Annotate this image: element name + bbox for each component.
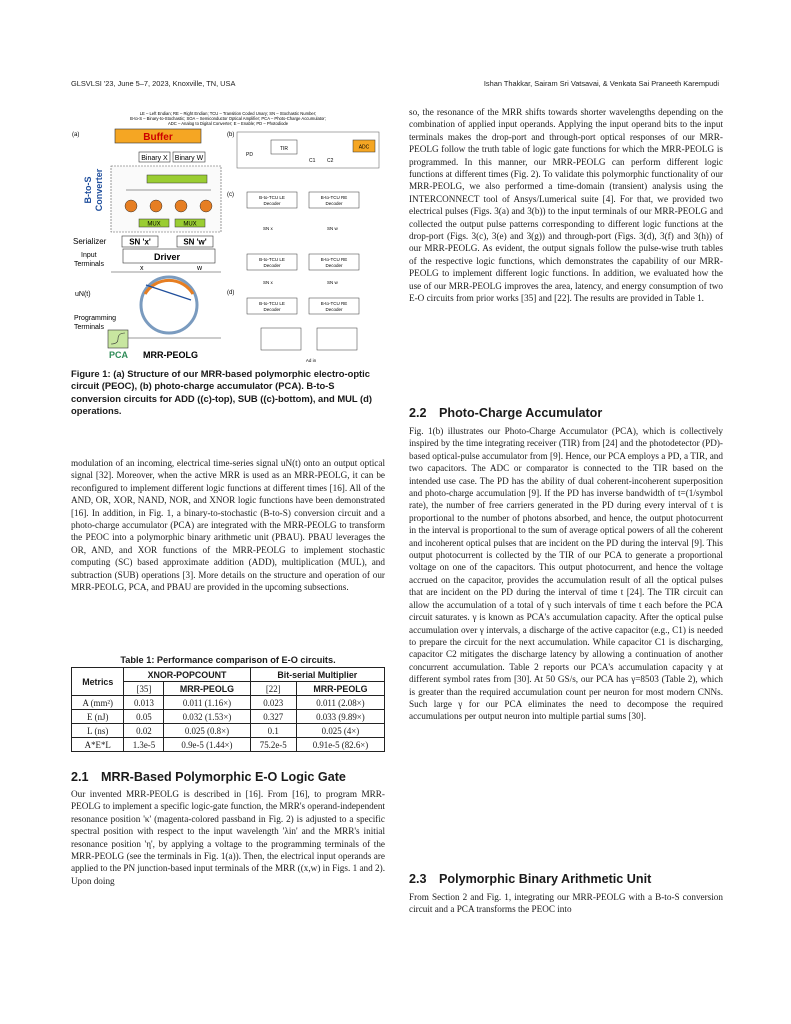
mux-right-label: MUX [183,221,197,228]
table-1 [71,667,385,752]
input-label: Input [81,252,97,259]
section-2-3-title: Polymorphic Binary Arithmetic Unit [439,872,652,886]
decoder-d1-label1: B-to-TCU LE [259,301,285,306]
c-bottom-sn-w: SN w [327,280,338,285]
table-row [72,696,385,710]
serializer-label: Serializer [73,237,107,246]
fig-label-c: (c) [227,192,234,198]
un-t-label: uN(t) [75,291,91,298]
c-bottom-sn-x: SN x [263,280,273,285]
section-2-3 [409,872,723,916]
section-2-3-heading [409,872,723,886]
comparator-3 [175,200,187,212]
buffer-label: Buffer [143,132,173,143]
table-cell: 0.02 [124,724,164,738]
sn-x-label: SN 'x' [129,237,151,247]
left-column [71,368,385,418]
table-cell-metric: L (ns) [72,724,124,738]
mrr-heater-line [146,285,191,300]
decoder-c3-label2: Decoder [263,263,281,268]
figure-1-caption: Figure 1: (a) Structure of our MRR-based polymorphic electro-optic circuit (PEOC), (b) photo-charge accumulator (PCA). B-to-S conversion circuits for ADD ((c)-top), SUB ((c)-bottom), and MUL (d) operations. [71,368,373,417]
c2-label: C2 [327,158,334,164]
mrr-peolg-label: MRR-PEOLG [143,350,198,360]
binary-w-label: Binary W [174,155,204,162]
fig-label-a: (a) [72,132,80,138]
section-2-1-number: 2.1 [71,770,89,784]
section-2-1-title: MRR-Based Polymorphic E-O Logic Gate [101,770,346,784]
comparator-1 [125,200,137,212]
decoder-c4-label1: B-to-TCU RE [320,257,348,262]
table-cell: 0.011 (1.16×) [164,696,250,710]
table-cell: 0.011 (2.08×) [296,696,384,710]
decoder-d1-label2: Decoder [263,307,281,312]
section-2-3-text: From Section 2 and Fig. 1, integrating our MRR-PEOLG with a B-to-S conversion circuit and a PCA transforms the PEOC into [409,892,723,915]
table-cell: 75.2e-5 [250,738,296,752]
table-cell: 0.032 (1.53×) [164,710,250,724]
input-terminal-x: x [140,265,144,272]
left-column-body [71,457,385,593]
table-subheader: [22] [250,682,296,696]
table-1-caption: Table 1: Performance comparison of E-O circuits. [120,655,336,665]
decoder-c2-label2: Decoder [325,201,343,206]
table-cell-metric: A (mm²) [72,696,124,710]
section-2-2-text: Fig. 1(b) illustrates our Photo-Charge Accumulator (PCA), which is collectively inspired by the time integrating receiver (TIR) from [24] and the photodetector (PD)-based optical-pulse accumulator from [9]. Hence, our PCA employs a PD, a TIR, and two capacitors. The ADC or comparator is connected to the TIR based on the intended use case. The PD has the ability of dual coherent-incoherent superposition and photo-charge accumulation [9]. If the PD has inverse bandwidth of t=(1/symbol rate), the number of free carriers generated in the PD during every interval of t is proportional to the number of photons absorbed, and hence, the output photocurrent in the interval is proportional to the sum of average optical powers of all the coherent and incoherent optical pulses that are incident on the PD during the interval [9]. This output photocurrent is collected by the TIR of our PCA to generate a proportional voltage on one of the capacitors. This output photocurrent, and hence the voltage accrued on the capacitor, provides the accumulation result of all the optical pulses that are incident on the PD during the interval of time t [24]. The TIR circuit can allow the accumulation of a total of γ such intervals of time t each before the PCA circuit saturates. γ is known as PCA's accumulation capacity. After the optical pulse accumulation over γ intervals, a discharge of the active capacitor (e.g., C1) is needed to prepare the circuit for the next accumulation. While capacitor C1 is discharging, capacitor C2 mitigates the discharge latency by allowing a continuation of another concurrent accumulation. Table 2 reports our PCA's accumulation capacity γ at different symbol rates from [30]. At 50 GS/s, our PCA has γ=8503 (Table 2), which is greater than the required accumulation count per neuron for most modern CNNs. Such large γ for our PCA eliminates the need to decompose the required accumulations per output neuron into multiple partial sums [30]. [409,426,723,722]
table-cell-metric: A*E*L [72,738,124,752]
pca-pd-label: PD [246,152,253,158]
table-cell: 0.025 (0.8×) [164,724,250,738]
c1-label: C1 [309,158,316,164]
sn-w-label: SN 'w' [183,237,207,247]
comparator-2 [150,200,162,212]
decoder-c2-label1: B-to-TCU RE [320,195,348,200]
decoder-c4-label2: Decoder [325,263,343,268]
table-header-group1: XNOR-POPCOUNT [124,668,250,682]
pca-label: PCA [109,350,129,360]
section-2-2-number: 2.2 [409,406,427,420]
table-subheader: MRR-PEOLG [164,682,250,696]
decoder-d2-label2: Decoder [325,307,343,312]
running-header-right: Ishan Thakkar, Sairam Sri Vatsavai, & Venkata Sai Praneeth Karempudi [483,79,719,88]
table-cell: 0.013 [124,696,164,710]
left-intro-paragraph: modulation of an incoming, electrical time-series signal uN(t) onto an output optical signal [32]. Moreover, when the active MRR is used as an MRR-PEOLG, it can be reconfigured to implement different logic functions at different times [16]. All of the AND, OR, XOR, NAND, NOR, and XNOR logic functions have been demonstrated [16]. In addition, in Fig. 1, a binary-to-stochastic (B-to-S) conversion circuit and a photo-charge accumulator (PCA) are integrated with the MRR-PEOLG to transform the PEOC into a polymorphic binary arithmetic unit (PBAU). PBAU leverages the OR, AND, and XOR functions of the MRR-PEOLG to implement stochastic computing (SC) based approximate addition (ADD), multiplication (MUL), and subtraction (SUB) operations [3]. More details on the structure and operation of our MRR-PEOLG, PCA, and PBAU are provided in the upcoming subsections. [71,458,385,593]
table-cell: 0.05 [124,710,164,724]
table-header-metrics: Metrics [72,668,124,696]
table-cell: 0.023 [250,696,296,710]
table-cell: 0.025 (4×) [296,724,384,738]
programming-label: Programming [74,315,117,322]
d-logic-box-left [261,328,301,350]
d-logic-box-right [317,328,357,350]
fig-legend-line3: ADC – Analog to Digital Converter; E – Enable; PD – Photodiode [167,121,289,126]
section-2-2-heading [409,406,723,420]
running-header-left: GLSVLSI '23, June 5–7, 2023, Knoxville, TN, USA [71,79,236,88]
fig-legend-line2: B-to-S – Binary-to-Stochastic; SOA – Semiconductor Optical Amplifier; PCA – Photo-Charge Accumulator; [130,116,326,121]
b-to-s-encoder-bar [147,175,207,183]
driver-label: Driver [153,252,181,262]
table-row [72,738,385,752]
decoder-d2-label1: B-to-TCU RE [320,301,348,306]
table-subheader: MRR-PEOLG [296,682,384,696]
table-row [72,724,385,738]
table-cell: 0.9e-5 (1.44×) [164,738,250,752]
fig-label-d: (d) [227,290,235,296]
c-top-sn-w: SN w [327,226,338,231]
b-to-s-vertical-label: B-to-S [83,176,93,204]
table-cell: 1.3e-5 [124,738,164,752]
table-cell-metric: E (nJ) [72,710,124,724]
input-terminals-label: Terminals [74,261,104,268]
converter-vertical-label: Converter [94,168,104,212]
comparator-4 [200,200,212,212]
fig-label-b: (b) [227,132,235,138]
table-row [72,710,385,724]
section-2-1-heading [71,770,385,784]
figure-1-diagram [71,110,385,364]
programming-terminals-label: Terminals [74,324,104,331]
section-2-1-text: Our invented MRR-PEOLG is described in [16]. From [16], to program MRR-PEOLG to implement a specific logic-gate function, the MRR's operand-independent resonance position 'κ' (magenta-colored passband in Fig. 2) is adjusted to a specific spectral position with respect to the input wavelength 'λin' and the MRR's initial resonance position 'η', by applying a voltage to the programming terminals of the MRR-PEOLG (see the terminals in Fig. 1(a)). Then, the electrical input operands are applied to the PN junction-based input terminals of the MRR ((x,w) in Figs. 1 and 2). Upon doing [71,789,385,886]
mux-left-label: MUX [147,221,161,228]
table-subheader: [35] [124,682,164,696]
c-top-sn-x: SN x [263,226,273,231]
decoder-c1-label1: B-to-TCU LE [259,195,285,200]
fig-legend-line1: LE – Left Endian; RE – Right Endian; TCU – Transition Coded Unary; SN – Stochastic Number; [139,111,317,116]
right-top-paragraph: so, the resonance of the MRR shifts towards shorter wavelengths depending on the combination of applied input operands. Applying the input operand bits to the input terminals makes the drop-port and through-port optical responses of our MRR-PEOLG follow the truth table of logic gate functions for which the MRR-PEOLG is programmed. In this manner, our MRR-PEOLG can perform different logic functions at different times (Fig. 2). To validate this polymorphic functionality of our MRR-PEOLG, we also performed a time-domain (transient) analysis using the INTERCONNECT tool of Ansys/Lumerical suite [4]. For that, we provided two electrical pulses (Figs. 3(a) and 3(b)) to the input terminals of our MRR-PEOLG and collected the output pulse patterns corresponding to different logic functions at the drop-port (Figs. 3(c), 3(e) and 3(g)) and through-port (Figs. 3(d), 3(f) and 3(h)) of our MRR-PEOLG. As evident, the output signals follow the pulse-wise truth tables of the respective logic functions, which demonstrates the capability of our MRR-PEOLG to implement different logic functions. In addition, we evaluated how the use of our MRR-PEOLG improves the area, latency, and energy consumption of two E-O circuits from prior works [35] and [22]. The results are provided in Table 1. [409,107,723,304]
figure-1 [71,110,385,364]
section-2-2 [409,406,723,723]
table-1-container [71,655,385,752]
binary-x-label: Binary X [141,155,168,162]
table-cell: 0.033 (9.89×) [296,710,384,724]
section-2-3-number: 2.3 [409,872,427,886]
table-cell: 0.327 [250,710,296,724]
table-cell: 0.1 [250,724,296,738]
input-terminal-w: w [197,265,203,272]
mrr-ring [141,277,197,333]
right-column-top [409,106,723,305]
d-ad-in-label: Ad in [305,358,317,363]
decoder-c1-label2: Decoder [263,201,281,206]
table-cell: 0.91e-5 (82.6×) [296,738,384,752]
section-2-1 [71,770,385,887]
adc-label: ADC [358,144,370,151]
tir-label: TIR [279,146,289,152]
section-2-2-title: Photo-Charge Accumulator [439,406,603,420]
table-header-group2: Bit-serial Multiplier [250,668,384,682]
decoder-c3-label1: B-to-TCU LE [259,257,285,262]
